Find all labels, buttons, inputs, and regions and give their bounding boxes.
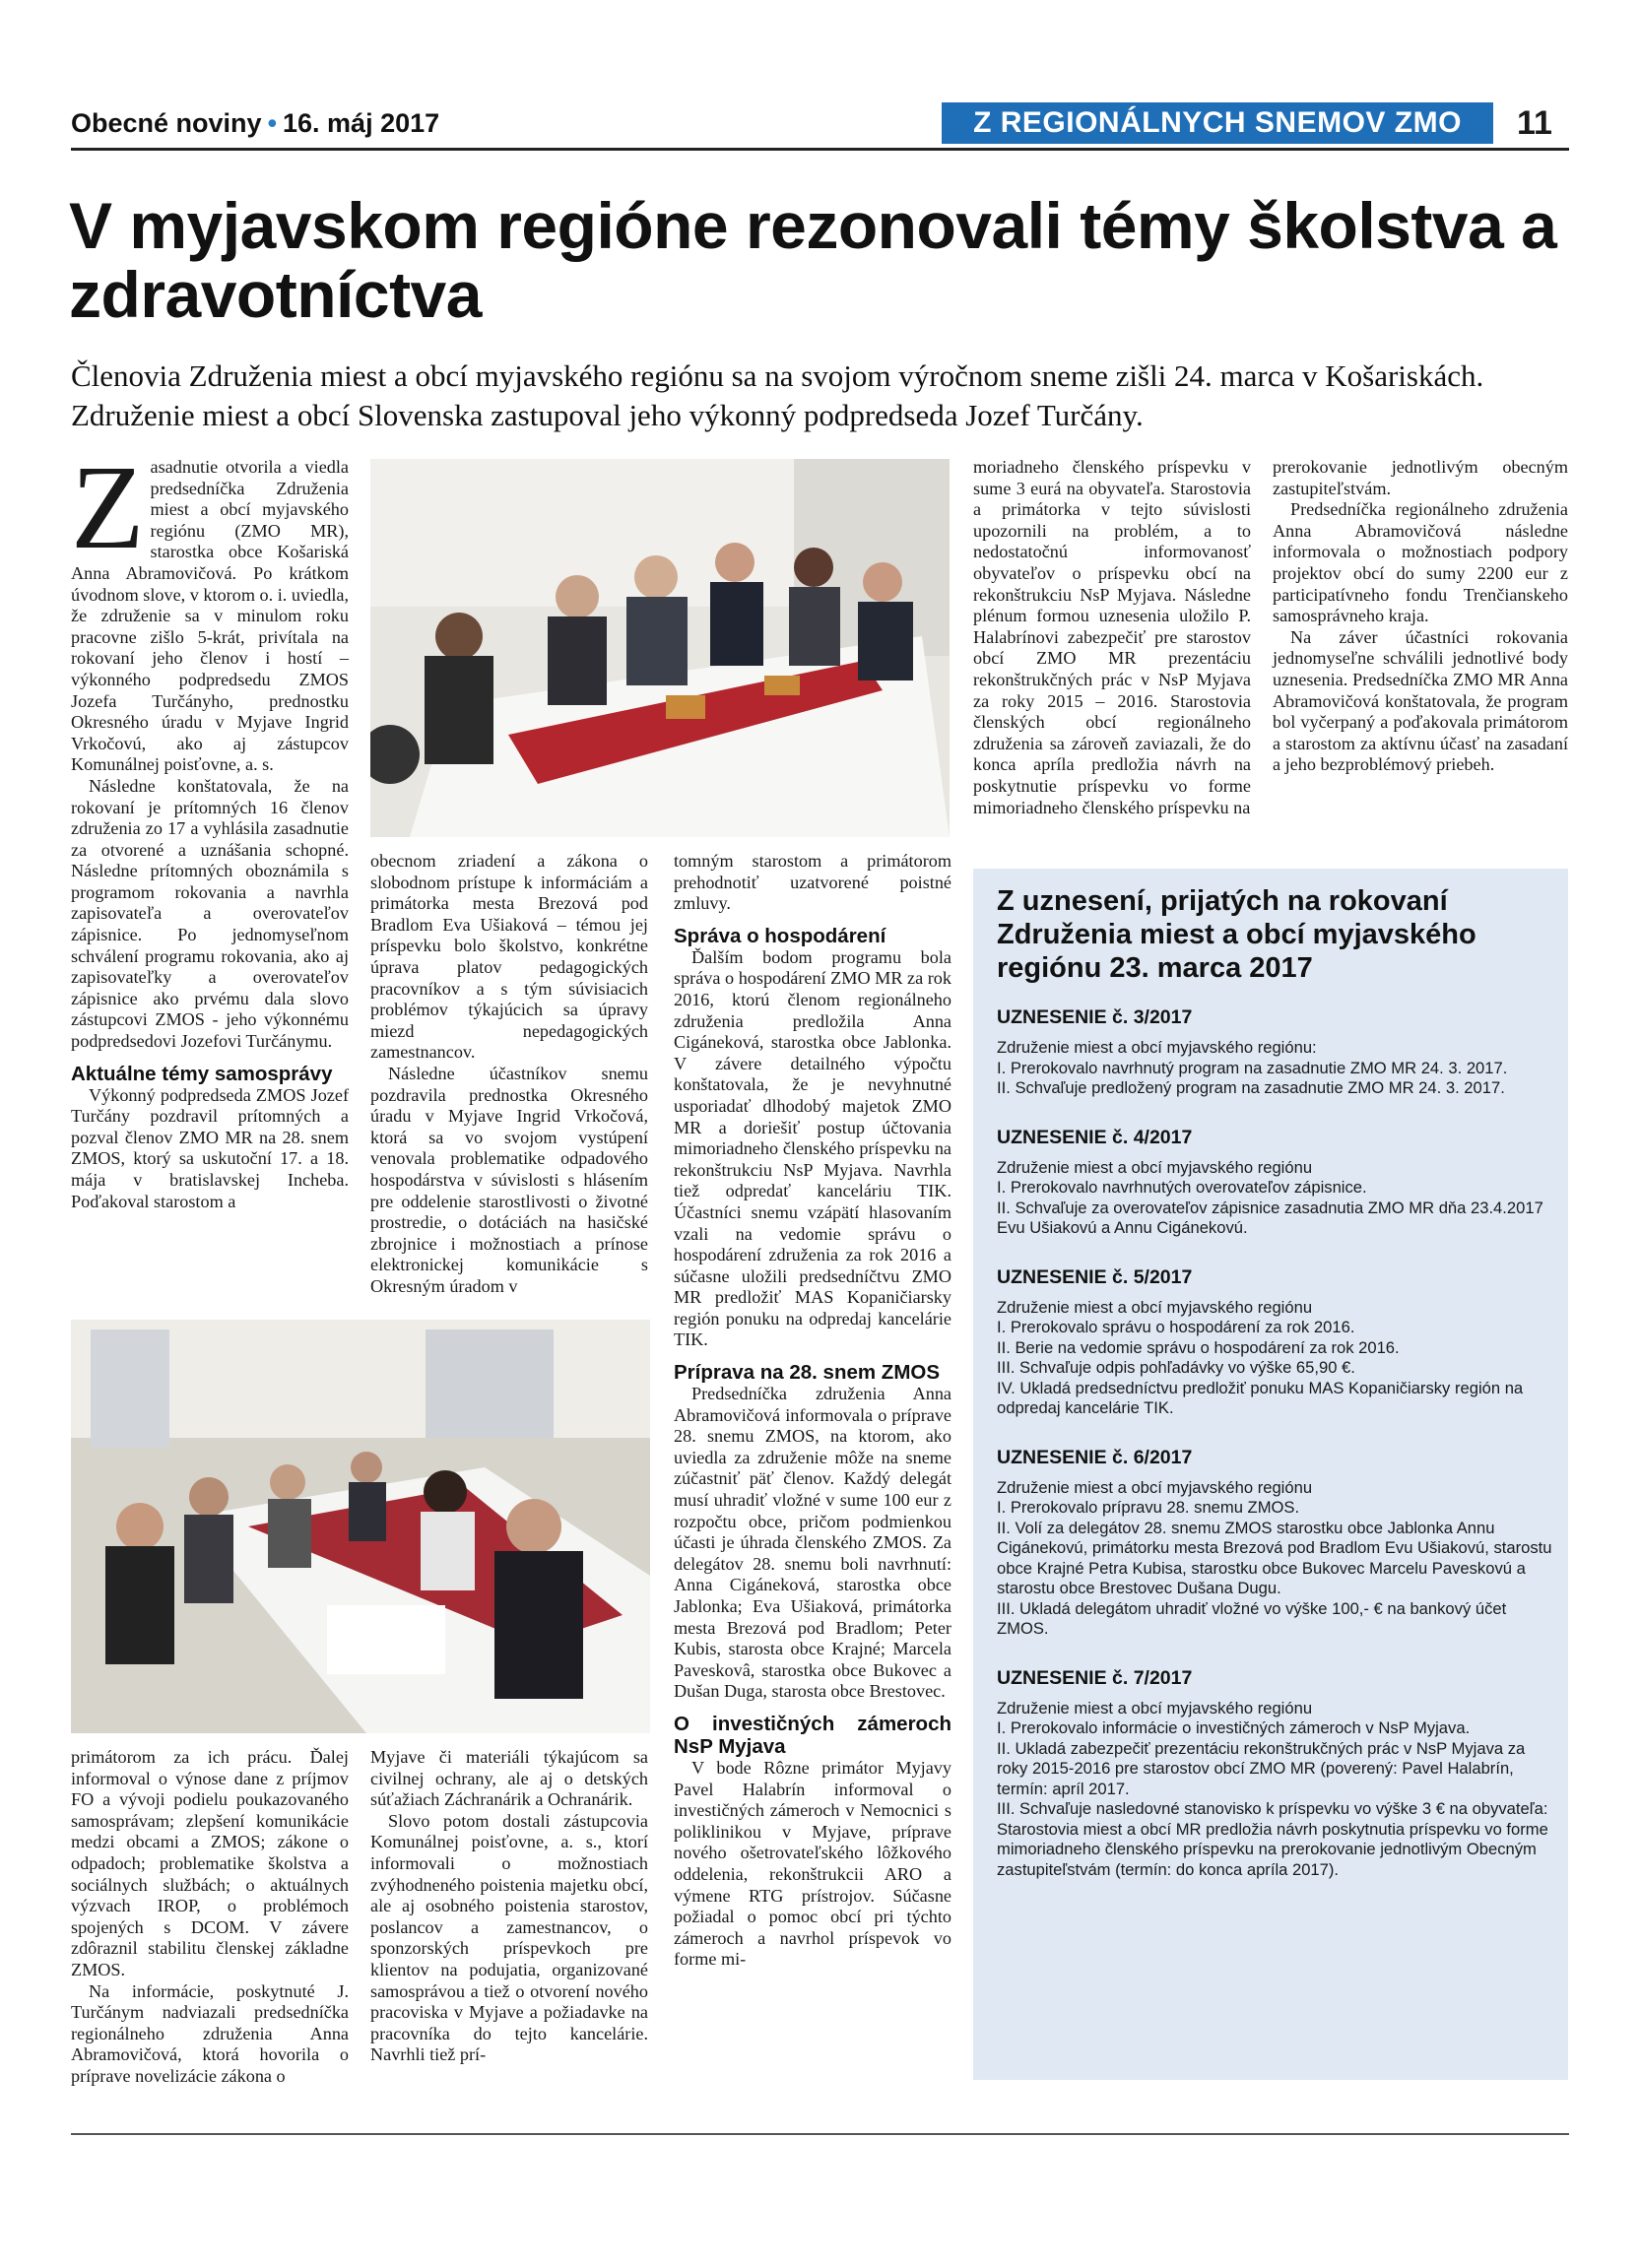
resolution-item xyxy=(997,1447,1556,1640)
resolution-line: I. Prerokovalo prípravu 28. snemu ZMOS. xyxy=(997,1498,1300,1517)
resolutions-list xyxy=(997,1006,1556,1908)
resolution-line: III. Ukladá delegátom uhradiť vložné vo výške 100,- € na bankový účet ZMOS. xyxy=(997,1598,1507,1638)
column-5 xyxy=(1273,457,1568,776)
resolution-line: II. Schvaľuje za overovateľov zápisnice zasadnutia ZMO MR dňa 23.4.2017 Evu Ušiakovú a Annu Cigánekovú. xyxy=(997,1198,1543,1237)
resolution-line: II. Berie na vedomie správu o hospodárení za rok 2016. xyxy=(997,1337,1400,1357)
resolutions-title: Z uznesení, prijatých na rokovaní Združenia miest a obcí myjavského regiónu 23. marca 2017 xyxy=(997,885,1476,984)
masthead xyxy=(71,108,439,139)
paragraph: Následne účastníkov snemu pozdravila prednostka Okresného úradu v Myjave Ingrid Vrkočová, ktorá sa vo svojom vystúpení venovala problematike odpadového hospodárstva v súvislosti s hlásením pre oddelenie starostlivosti o životné prostredie, o dotáciách na hasičské zbrojnice i možnostiach a prínose elektronickej komunikácie s Okresným úradom v xyxy=(370,1063,648,1296)
resolution-item xyxy=(997,1266,1556,1419)
paragraph: Následne konštatovala, že na rokovaní je prítomných 16 členov združenia zo 17 a vyhlásila zasadnutie za otvorené a uznášania schopné. Následne prítomných oboznámila s programom rokovania a navrhla zapisovateľa a overovateľov zápisnice. Po jednomyseľnom schválení programu rokovania, ako aj zapisovateľky a overovateľov zápisnice ako prvému dala slovo zástupcovi ZMOS - jeho výkonnému podpredsedovi Jozefovi Turčánymu. xyxy=(71,775,349,1052)
subheading-aktualne-temy: Aktuálne témy samosprávy xyxy=(71,1062,333,1085)
resolutions-box xyxy=(973,869,1568,2080)
header-rule xyxy=(71,148,1569,151)
meeting-photo-top xyxy=(370,459,950,837)
resolution-line: Združenie miest a obcí myjavského regiónu xyxy=(997,1297,1313,1317)
page-number: 11 xyxy=(1517,104,1552,142)
column-4 xyxy=(973,457,1251,818)
intro-paragraph: Zasadnutie otvorila a viedla predsedníčka Združenia miest a obcí myjavského regiónu (ZMO MR), starostka obce Košariská Anna Abramovičová. Po krátkom úvodnom slove, v ktorom o. i. uviedla, že združenie sa v minulom roku pracovne zišlo 5-krát, privítala na rokovaní jeho členov i hostí – výkonného podpredsedu ZMOS Jozefa Turčányho, prednostku Okresného úradu v Myjave Ingrid Vrkočovú, ako aj zástupcov Komunálnej poisťovne, a. s. xyxy=(71,441,349,775)
resolution-heading: UZNESENIE č. 4/2017 xyxy=(997,1126,1193,1148)
paragraph: moriadneho členského príspevku v sume 3 eurá na obyvateľa. Starostovia a primátorka v tejto súvislosti upozornili na problém, a to nedostatočnú informovanosť obyvateľov o príspevku obcí na rekonštrukciu NsP Myjava. Následne plénum formou uznesenia uložilo P. Halabrínovi zabezpečiť pre starostov obcí ZMO MR prezentáciu rekonštrukčných prác v NsP Myjava za roky 2015 – 2016. Starostovia členských obcí regionálneho združenia sa zároveň zaviazali, že do konca apríla predložia návrh na poskytnutie príspevku vo forme mimoriadneho členského príspevku na xyxy=(973,457,1251,817)
separator-dot: • xyxy=(267,108,278,138)
paragraph: Myjave či materiáli týkajúcom sa civilnej ochrany, ale aj o detských súťažiach Záchranárik a Ochranárik. xyxy=(370,1747,648,1810)
resolution-heading: UZNESENIE č. 3/2017 xyxy=(997,1006,1193,1028)
paragraph: primátorom za ich prácu. Ďalej informoval o výnose dane z príjmov FO a vývoji podielu poukazovaného samosprávam; zlepšení komunikácie medzi obcami a ZMOS; zákone o odpadoch; problematike školstva a sociálnych službách; o aktuálnych výzvach IROP, o problémoch spojených s DCOM. V závere zdôraznil stabilitu členskej základne ZMOS. xyxy=(71,1747,349,1979)
column-3 xyxy=(674,851,951,1971)
resolution-heading: UZNESENIE č. 7/2017 xyxy=(997,1666,1193,1689)
resolution-line: Združenie miest a obcí myjavského regiónu: xyxy=(997,1038,1317,1057)
resolution-item xyxy=(997,1127,1556,1239)
column-2-bottom xyxy=(370,1747,648,2066)
paragraph: tomným starostom a primátorom prehodnotiť uzatvorené poistné zmluvy. xyxy=(674,851,951,914)
resolution-line: I. Prerokovalo navrhnutý program na zasadnutie ZMO MR 24. 3. 2017. xyxy=(997,1058,1508,1077)
resolution-heading: UZNESENIE č. 6/2017 xyxy=(997,1446,1193,1468)
paragraph: Slovo potom dostali zástupcovia Komunálnej poisťovne, a. s., ktorí informovali o možnostiach zvýhodneného poistenia majetku obcí, ale aj osobného poistenia starostov, poslancov a zamestnancov, o sponzorských príspevkoch pre klientov na podujatia, organizované samosprávou a tiež o otvorení nového pracoviska v Myjave a požiadavke na pracovníka do tejto kancelárie. Navrhli tiež prí- xyxy=(370,1810,648,2065)
resolution-line: I. Prerokovalo správu o hospodárení za rok 2016. xyxy=(997,1318,1355,1336)
article-headline: V myjavskom regióne rezonovali témy školstva a zdravotníctva xyxy=(69,189,1557,331)
resolution-line: II. Schvaľuje predložený program na zasadnutie ZMO MR 24. 3. 2017. xyxy=(997,1078,1505,1097)
column-1-bottom xyxy=(71,1747,349,2088)
resolution-line: I. Prerokovalo navrhnutých overovateľov zápisnice. xyxy=(997,1178,1367,1197)
article-lead: Členovia Združenia miest a obcí myjavského regiónu sa na svojom výročnom sneme zišli 24. marca v Košariskách. Združenie miest a obcí Slovenska zastupoval jeho výkonný podpredseda Jozef Turčány. xyxy=(71,358,1484,432)
resolution-line: II. Ukladá zabezpečiť prezentáciu rekonštrukčných prác v NsP Myjava za roky 2015-2016 pre starostov obcí ZMO MR (poverený: Pavel Halabrín, termín: apríl 2017. xyxy=(997,1738,1526,1798)
resolution-line: Združenie miest a obcí myjavského regiónu xyxy=(997,1698,1313,1717)
resolution-line: IV. Ukladá predsedníctvu predložiť ponuku MAS Kopaničiarsky región na odpredaj kancelárie TIK. xyxy=(997,1378,1524,1417)
paragraph: prerokovanie jednotlivým obecným zastupiteľstvám. xyxy=(1273,457,1568,498)
paragraph: Ďalším bodom programu bola správa o hospodárení ZMO MR za rok 2016, ktorú členom regionálneho združenia predložila Anna Cigáneková, starostka obce Jablonka. V závere detailného výpočtu konštatovala, že je nevyhnutné usporiadať dlhodobý majetok ZMO MR a doriešiť postup účtovania mimoriadneho členského príspevku na rekonštrukciu NsP Myjava. Navrhla tiež odpredať kanceláriu TIK. Účastníci snemu vzápätí hlasovaním vzali na vedomie správu o hospodárení združenia za rok 2016 a súčasne uložili predsedníčtvu ZMO MR predložiť MAS Kopaničiarsky región ponuku na odpredaj kancelárie TIK. xyxy=(674,946,951,1350)
publication-name: Obecné noviny xyxy=(71,108,262,138)
paragraph: obecnom zriadení a zákona o slobodnom prístupe k informáciám a primátorka mesta Brezová pod Bradlom Eva Ušiaková – témou jej príspevku bolo školstvo, konkrétne úprava platov pedagogických pracovníkov a s tým súvisiacich problémov týkajúcich sa úpravy miezd nepedagogických zamestnancov. xyxy=(370,851,648,1063)
subheading-priprava-snem: Príprava na 28. snem ZMOS xyxy=(674,1361,941,1385)
resolution-item xyxy=(997,1006,1556,1099)
paragraph: Predsedníčka regionálneho združenia Anna Abramovičová následne informovala o možnostiach podpory projektov obcí do sumy 2200 eur z participatívneho fondu Trenčianskeho samosprávneho kraja. xyxy=(1273,499,1568,626)
resolution-item xyxy=(997,1667,1556,1881)
paragraph: V bode Rôzne primátor Myjavy Pavel Halabrín informoval o investičných zámeroch v Nemocnici s poliklinikou v Myjave, príprave nového ošetrovateľského lôžkového oddelenia, rekonštrukcii ARO a výmene RTG prístrojov. Súčasne požiadal o pomoc obcí pri týchto zámeroch a navrhol príspevok vo forme mi- xyxy=(674,1757,951,1970)
resolution-line: III. Schvaľuje odpis pohľadávky vo výške 65,90 €. xyxy=(997,1358,1355,1377)
resolution-line: Starostovia miest a obcí MR predložia návrh poskytnutia príspevku vo forme mimoriadneho členského príspevku na prerokovanie jednotlivým Obecným zastupiteľstvám (termín: do konca apríla 2017). xyxy=(997,1819,1548,1879)
footer-rule xyxy=(71,2133,1569,2135)
resolution-line: III. Schvaľuje nasledovné stanovisko k príspevku vo výške 3 € na obyvateľa: xyxy=(997,1799,1548,1818)
resolution-heading: UZNESENIE č. 5/2017 xyxy=(997,1265,1193,1288)
subheading-investicne-zamery: O investičných zámeroch NsP Myjava xyxy=(674,1712,951,1758)
paragraph: Na informácie, poskytnuté J. Turčánym nadviazali predsedníčka regionálneho združenia Anna Abramovičová, ktorá hovorila o príprave novelizácie zákona o xyxy=(71,1980,349,2086)
resolution-line: I. Prerokovalo informácie o investičných zámeroch v NsP Myjava. xyxy=(997,1718,1471,1737)
drop-cap: Z xyxy=(71,441,145,574)
meeting-photo-bottom xyxy=(71,1320,650,1733)
subheading-sprava-o-hospodareni: Správa o hospodárení xyxy=(674,924,886,947)
column-1-top xyxy=(71,441,349,1212)
paragraph: Predsedníčka združenia Anna Abramovičová informovala o príprave 28. snemu ZMOS, na ktorom, ako uviedla za združenie môže na sneme zúčastniť päť členov. Každý delegát musí uhradiť vložné v sume 100 eur z rozpočtu obce, pričom podmienkou účasti je úhrada členského ZMOS. Za delegátov 28. snemu boli navrhnutí: Anna Cigáneková, starostka obce Jablonka; Eva Ušiaková, primátorka mesta Brezová pod Bradlom; Peter Kubis, starosta obce Krajné; Marcela Paveskovâ, starostka obce Bukovec a Dušan Duga, starosta obce Brestovec. xyxy=(674,1384,951,1702)
paragraph: Na záver účastníci rokovania jednomyseľne schválili jednotlivé body uznesenia. Predsedníčka ZMO MR Anna Abramovičová konštatovala, že program bol vyčerpaný a poďakovala primátorom a starostom za aktívnu účasť na zasadaní a jeho bezproblémový priebeh. xyxy=(1273,626,1568,775)
paragraph: Výkonný podpredseda ZMOS Jozef Turčány pozdravil prítomných a pozval členov ZMO MR na 28. snem ZMOS, ktorý sa uskutoční 17. a 18. mája v bratislavskej Incheba. Poďakoval starostom a xyxy=(71,1084,349,1211)
resolution-line: Združenie miest a obcí myjavského regiónu xyxy=(997,1477,1313,1497)
resolution-line: Združenie miest a obcí myjavského regiónu xyxy=(997,1157,1313,1177)
column-2-middle xyxy=(370,851,648,1297)
section-banner: Z REGIONÁLNYCH SNEMOV ZMO xyxy=(942,102,1493,144)
resolution-line: II. Volí za delegátov 28. snemu ZMOS starostku obce Jablonka Annu Cigánekovú, primátorku mesta Brezová pod Bradlom Evu Ušiakovú, starostu obce Krajné Petra Kubisa, starostku obce Bukovec Marcelu Paveskovú a starostu obce Brestovec Dušana Dugu. xyxy=(997,1518,1552,1597)
issue-date: 16. máj 2017 xyxy=(283,108,440,138)
